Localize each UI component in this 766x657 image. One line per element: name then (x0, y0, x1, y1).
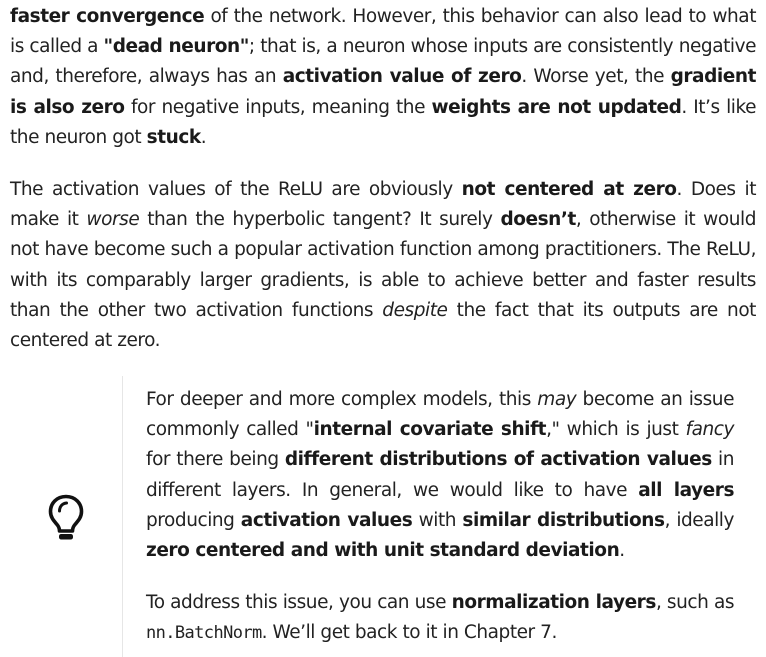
body-text: for there being (146, 449, 285, 471)
bold-text: zero centered and with unit standard deviation (146, 540, 620, 562)
bold-text: similar distributions (462, 509, 665, 531)
bold-text: stuck (146, 126, 201, 148)
body-text: , ideally (664, 509, 734, 531)
body-text: ," which is just (546, 419, 686, 441)
italic-text: worse (86, 209, 140, 231)
tip-paragraph-normalization (146, 588, 734, 648)
body-text: of the network. However, this behavior can also lead to what is called a (10, 6, 756, 58)
body-text: . (200, 126, 207, 148)
bold-text: weights are not updated (431, 96, 682, 118)
bold-text: faster convergence (10, 6, 205, 27)
paragraph-dead-neuron (10, 2, 756, 153)
bold-text: not centered at zero (461, 179, 677, 200)
lightbulb-icon (48, 494, 84, 542)
bold-text: normalization layers (451, 592, 656, 613)
body-text: . Worse yet, the (521, 66, 671, 88)
body-text: . (619, 540, 625, 562)
body-text: , such as (655, 592, 735, 613)
bold-text: gradient is also zero (10, 66, 756, 118)
body-text: For deeper and more complex models, this (146, 389, 538, 410)
body-text: producing (146, 509, 241, 531)
body-text: the fact that its outputs are not centered at zero. (10, 299, 756, 352)
tip-callout (10, 376, 756, 657)
paragraph-relu-centering (10, 175, 756, 356)
body-text: become an issue commonly called " (146, 389, 734, 441)
code-inline-batchnorm: nn.BatchNorm (146, 623, 262, 644)
body-text: To address this issue, you can use (146, 592, 452, 613)
callout-divider (122, 376, 123, 657)
italic-text: may (537, 389, 577, 410)
bold-text: all layers (638, 479, 735, 501)
bold-text: "dead neuron" (103, 36, 249, 58)
body-text: in different layers. In general, we would like to have (146, 449, 734, 501)
bold-text: different distributions of activation values (284, 449, 712, 471)
italic-text: despite (382, 299, 448, 321)
bold-text: activation values (240, 509, 413, 531)
bold-text: internal covariate shift (313, 419, 547, 441)
body-text: ; that is, a neuron whose inputs are consistently negative and, therefore, always has an (10, 36, 757, 88)
italic-text: fancy (685, 419, 734, 441)
bold-text: doesn’t (500, 209, 576, 231)
body-text: for negative inputs, meaning the (124, 96, 432, 118)
body-text: . It’s like the neuron got (10, 96, 757, 148)
body-text: with (412, 509, 463, 531)
body-text: than the hyperbolic tangent? It surely (139, 209, 501, 231)
body-text: . We’ll get back to it in Chapter 7. (261, 622, 557, 644)
tip-paragraph-covariate-shift (146, 385, 734, 566)
bold-text: activation value of zero (282, 66, 522, 88)
body-text: . Does it make it (10, 179, 756, 231)
body-text: The activation values of the ReLU are obviously (10, 179, 462, 200)
body-text: , otherwise it would not have become such a popular activation function among practitioners. The ReLU, with its comparably larger gradients, is able to achieve better and faster results than the other two activation functions (10, 209, 756, 321)
